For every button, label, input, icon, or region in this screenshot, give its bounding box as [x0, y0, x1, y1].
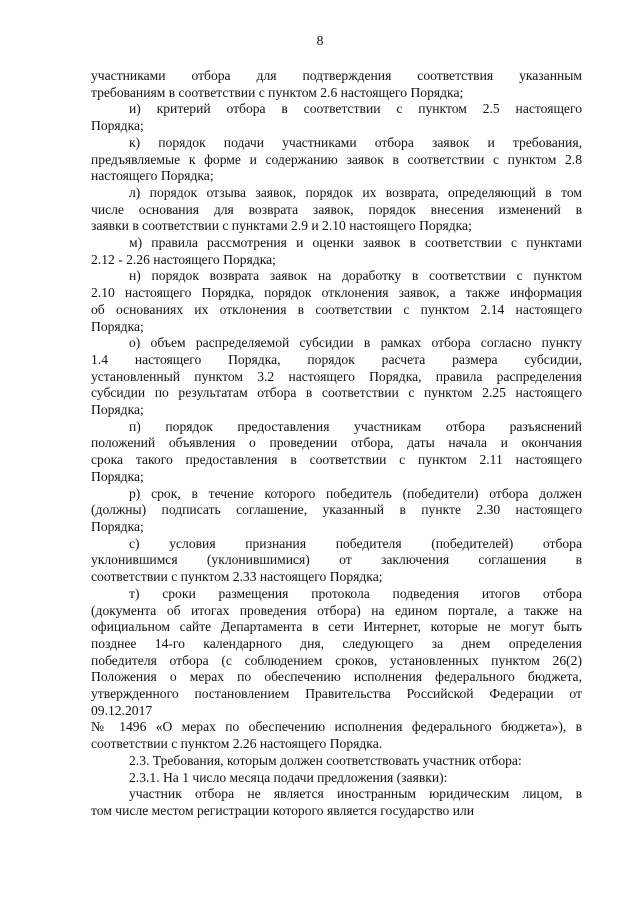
paragraph — [91, 419, 582, 486]
paragraph — [91, 753, 582, 770]
paragraph — [91, 486, 582, 536]
paragraph — [91, 268, 582, 335]
text-line: уклонившимся (уклонившимися) от заключения соглашения в — [91, 552, 582, 568]
text-line: 2.3.1. На 1 число месяца подачи предложения (заявки): — [129, 769, 448, 785]
text-line: к) порядок подачи участниками отбора заявок и требования, — [129, 134, 582, 150]
text-line: участниками отбора для подтверждения соответствия указанным — [91, 68, 582, 83]
paragraph — [91, 719, 582, 752]
paragraph — [91, 235, 582, 268]
text-line: утвержденного постановлением Правительства Российской Федерации от — [91, 686, 582, 702]
text-line: субсидии по результатам отбора в соответствии с пунктом 2.25 настоящего — [91, 385, 582, 401]
text-line: (документа об итогах проведения отбора) на едином портале, а также на — [91, 602, 582, 618]
paragraph — [91, 786, 582, 819]
text-line: официальном сайте Департамента в сети Интернет, которые не могут быть — [91, 619, 582, 635]
text-line: положений объявления о проведении отбора, даты начала и окончания — [91, 435, 582, 451]
paragraph — [91, 770, 582, 787]
text-line: том числе местом регистрации которого является государство или — [91, 802, 475, 818]
text-line: Положения о мерах по обеспечению исполнения федерального бюджета, — [91, 669, 582, 685]
paragraph — [91, 536, 582, 586]
text-line: заявки в соответствии с пунктами 2.9 и 2.10 настоящего Порядка; — [91, 218, 472, 234]
text-line: п) порядок предоставления участникам отбора разъяснений — [129, 418, 582, 434]
text-line: л) порядок отзыва заявок, порядок их возврата, определяющий в том — [129, 184, 582, 200]
paragraph — [91, 101, 582, 134]
text-line: 2.12 - 2.26 настоящего Порядка; — [91, 251, 276, 267]
text-line: Порядка; — [91, 468, 144, 484]
text-line: Порядка; — [91, 318, 144, 334]
text-line: 1.4 настоящего Порядка, порядок расчета размера субсидии, — [91, 351, 582, 367]
text-line: соответствии с пунктом 2.26 настоящего Порядка. — [91, 736, 383, 752]
page-number: 8 — [316, 33, 324, 48]
text-line: о) объем распределяемой субсидии в рамках отбора согласно пункту — [129, 335, 582, 351]
paragraph — [91, 335, 582, 419]
text-line: (должны) подписать соглашение, указанный в пункте 2.30 настоящего — [91, 502, 582, 518]
text-line: р) срок, в течение которого победитель (победители) отбора должен — [129, 485, 582, 501]
paragraph — [91, 586, 582, 720]
text-line: настоящего Порядка; — [91, 168, 214, 184]
document-body — [91, 68, 582, 820]
text-line: соответствии с пунктом 2.33 настоящего Порядка; — [91, 569, 383, 585]
text-line: № 1496 «О мерах по обеспечению исполнения федерального бюджета»), в — [91, 719, 582, 735]
text-line: Порядка; — [91, 402, 144, 418]
text-line: с) условия признания победителя (победителей) отбора — [129, 535, 582, 551]
text-line: т) сроки размещения протокола подведения итогов отбора — [129, 585, 582, 601]
text-line: 2.3. Требования, которым должен соответствовать участник отбора: — [129, 752, 522, 768]
paragraph — [91, 185, 582, 235]
text-line: предъявляемые к форме и содержанию заявок в соответствии с пунктом 2.8 — [91, 151, 582, 167]
text-line: н) порядок возврата заявок на доработку в соответствии с пунктом — [129, 268, 582, 284]
text-line: 09.12.2017 — [91, 702, 153, 718]
text-line: и) критерий отбора в соответствии с пунктом 2.5 настоящего — [129, 101, 582, 117]
text-line: победителя отбора (с соблюдением сроков, установленных пунктом 26(2) — [91, 652, 582, 668]
paragraph — [91, 68, 582, 101]
text-line: 2.10 настоящего Порядка, порядок отклонения заявок, а также информация — [91, 285, 582, 301]
text-line: срока такого предоставления в соответствии с пунктом 2.11 настоящего — [91, 452, 582, 468]
text-line: Порядка; — [91, 518, 144, 534]
text-line: позднее 14-го календарного дня, следующего за днем определения — [91, 635, 582, 651]
paragraph — [91, 135, 582, 185]
text-line: участник отбора не является иностранным юридическим лицом, в — [129, 786, 582, 802]
text-line: числе основания для возврата заявок, порядок внесения изменений в — [91, 201, 582, 217]
text-line: требованиям в соответствии с пунктом 2.6 настоящего Порядка; — [91, 84, 464, 100]
text-line: об основаниях их отклонения в соответствии с пунктом 2.14 настоящего — [91, 301, 582, 317]
text-line: м) правила рассмотрения и оценки заявок в соответствии с пунктами — [129, 235, 582, 251]
text-line: Порядка; — [91, 118, 144, 134]
text-line: установленный пунктом 3.2 настоящего Порядка, правила распределения — [91, 368, 582, 384]
